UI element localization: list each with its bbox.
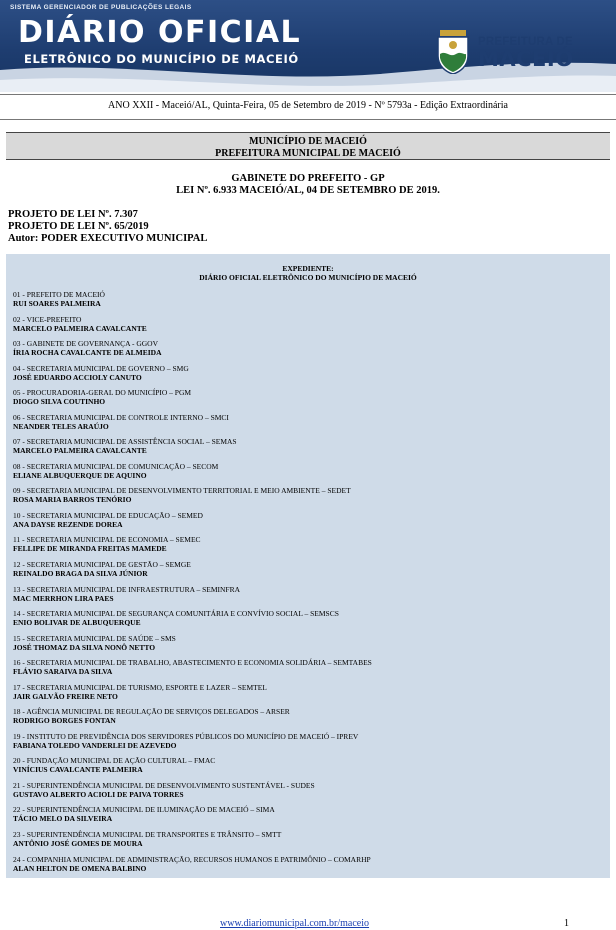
entry-person: FLÁVIO SARAIVA DA SILVA <box>13 667 113 677</box>
gabinete-title: GABINETE DO PREFEITO - GP <box>231 173 385 184</box>
expediente-subtitle: DIÁRIO OFICIAL ELETRÔNICO DO MUNICÍPIO DE MACEIÓ <box>199 273 417 282</box>
list-item <box>13 560 603 585</box>
entry-organization: 03 - GABINETE DE GOVERNANÇA - GGOV <box>13 339 158 349</box>
entry-person: MARCELO PALMEIRA CAVALCANTE <box>13 323 147 333</box>
divider <box>0 119 616 120</box>
entry-person: VINÍCIUS CAVALCANTE PALMEIRA <box>13 765 143 775</box>
gabinete-heading <box>0 173 616 197</box>
municipality-header <box>6 132 610 160</box>
entry-organization: 07 - SECRETARIA MUNICIPAL DE ASSISTÊNCIA SOCIAL – SEMAS <box>13 437 237 447</box>
entry-organization: 13 - SECRETARIA MUNICIPAL DE INFRAESTRUTURA – SEMINFRA <box>13 584 240 594</box>
list-item <box>13 388 603 413</box>
list-item <box>13 339 603 364</box>
entry-organization: 15 - SECRETARIA MUNICIPAL DE SAÚDE – SMS <box>13 633 176 643</box>
list-item <box>13 805 603 830</box>
entry-organization: 19 - INSTITUTO DE PREVIDÊNCIA DOS SERVIDORES PÚBLICOS DO MUNICÍPIO DE MACEIÓ – IPREV <box>13 731 359 741</box>
list-item <box>13 585 603 610</box>
masthead-subtitle: ELETRÔNICO DO MUNICÍPIO DE MACEIÓ <box>24 52 299 66</box>
entry-person: ANA DAYSE REZENDE DOREA <box>13 519 123 529</box>
entry-organization: 20 - FUNDAÇÃO MUNICIPAL DE AÇÃO CULTURAL – FMAC <box>13 756 216 766</box>
system-tagline: SISTEMA GERENCIADOR DE PUBLICAÇÕES LEGAIS <box>10 4 192 11</box>
logo-city-text: MACEIÓ <box>478 47 574 71</box>
entry-organization: 06 - SECRETARIA MUNICIPAL DE CONTROLE INTERNO – SMCI <box>13 412 229 422</box>
list-item <box>13 511 603 536</box>
entry-person: JAIR GALVÃO FREIRE NETO <box>13 691 118 701</box>
entry-organization: 08 - SECRETARIA MUNICIPAL DE COMUNICAÇÃO – SECOM <box>13 461 219 471</box>
list-item <box>13 756 603 781</box>
entry-organization: 04 - SECRETARIA MUNICIPAL DE GOVERNO – SMG <box>13 363 189 373</box>
entry-person: DIOGO SILVA COUTINHO <box>13 397 106 407</box>
list-item <box>13 781 603 806</box>
entry-person: RUI SOARES PALMEIRA <box>13 299 101 308</box>
entry-organization: 24 - COMPANHIA MUNICIPAL DE ADMINISTRAÇÃO, RECURSOS HUMANOS E PATRIMÔNIO – COMARHP <box>13 854 371 864</box>
projeto-line-2: PROJETO DE LEI Nº. 65/2019 <box>8 221 149 232</box>
list-item <box>13 830 603 855</box>
list-item <box>13 364 603 389</box>
entry-person: MARCELO PALMEIRA CAVALCANTE <box>13 446 147 456</box>
list-item <box>13 437 603 462</box>
entry-organization: 23 - SUPERINTENDÊNCIA MUNICIPAL DE TRANSPORTES E TRÂNSITO – SMTT <box>13 830 282 840</box>
list-item <box>13 486 603 511</box>
entry-organization: 22 - SUPERINTENDÊNCIA MUNICIPAL DE ILUMINAÇÃO DE MACEIÓ – SIMA <box>13 805 275 815</box>
entry-person: NEANDER TELES ARAÚJO <box>13 421 109 431</box>
edition-line: ANO XXII - Maceió/AL, Quinta-Feira, 05 de Setembro de 2019 - Nº 5793a - Edição Extraordinária <box>108 100 508 111</box>
expediente-box <box>6 254 610 878</box>
projeto-line-1: PROJETO DE LEI Nº. 7.307 <box>8 209 138 220</box>
entry-person: ELIANE ALBUQUERQUE DE AQUINO <box>13 470 147 480</box>
projeto-block <box>8 209 207 245</box>
entry-organization: 09 - SECRETARIA MUNICIPAL DE DESENVOLVIMENTO TERRITORIAL E MEIO AMBIENTE – SEDET <box>13 486 351 496</box>
entry-organization: 11 - SECRETARIA MUNICIPAL DE ECONOMIA – SEMEC <box>13 535 201 545</box>
list-item <box>13 609 603 634</box>
entry-person: TÁCIO MELO DA SILVEIRA <box>13 814 113 824</box>
list-item <box>13 462 603 487</box>
masthead-banner <box>0 0 616 92</box>
entry-organization: 05 - PROCURADORIA-GERAL DO MUNICÍPIO – PGM <box>13 388 192 398</box>
entry-organization: 14 - SECRETARIA MUNICIPAL DE SEGURANÇA COMUNITÁRIA E CONVÍVIO SOCIAL – SEMSCS <box>13 609 339 619</box>
entry-organization: 17 - SECRETARIA MUNICIPAL DE TURISMO, ESPORTE E LAZER – SEMTEL <box>13 682 267 692</box>
entry-person: JOSÉ EDUARDO ACCIOLY CANUTO <box>13 372 142 382</box>
entry-person: ENIO BOLIVAR DE ALBUQUERQUE <box>13 618 141 628</box>
entry-organization: 10 - SECRETARIA MUNICIPAL DE EDUCAÇÃO – SEMED <box>13 510 203 520</box>
list-item <box>13 315 603 340</box>
page-number: 1 <box>564 918 569 929</box>
masthead-title: DIÁRIO OFICIAL <box>18 15 302 50</box>
list-item <box>13 855 603 880</box>
entry-organization: 18 - AGÊNCIA MUNICIPAL DE REGULAÇÃO DE SERVIÇOS DELEGADOS – ARSER <box>13 707 290 717</box>
entry-person: GUSTAVO ALBERTO ACIOLI DE PAIVA TORRES <box>13 789 184 799</box>
entry-person: REINALDO BRAGA DA SILVA JÚNIOR <box>13 569 148 579</box>
entry-organization: 12 - SECRETARIA MUNICIPAL DE GESTÃO – SEMGE <box>13 560 191 570</box>
list-item <box>13 707 603 732</box>
expediente-list <box>13 290 603 879</box>
entry-person: ROSA MARIA BARROS TENÓRIO <box>13 495 132 505</box>
prefeitura-logo <box>430 22 610 84</box>
list-item <box>13 658 603 683</box>
list-item <box>13 413 603 438</box>
municipality-name: MUNICÍPIO DE MACEIÓ <box>249 136 367 147</box>
entry-person: ALAN HELTON DE OMENA BALBINO <box>13 863 147 873</box>
footer-website-link[interactable]: www.diariomunicipal.com.br/maceio <box>220 918 370 929</box>
entry-person: ÍRIA ROCHA CAVALCANTE DE ALMEIDA <box>13 348 162 358</box>
list-item <box>13 683 603 708</box>
list-item <box>13 732 603 757</box>
entry-person: RODRIGO BORGES FONTAN <box>13 716 116 726</box>
list-item <box>13 634 603 659</box>
list-item <box>13 290 603 315</box>
list-item <box>13 535 603 560</box>
entry-person: FABIANA TOLEDO VANDERLEI DE AZEVEDO <box>13 740 177 750</box>
entry-organization: 21 - SUPERINTENDÊNCIA MUNICIPAL DE DESENVOLVIMENTO SUSTENTÁVEL - SUDES <box>13 780 315 790</box>
divider <box>0 94 616 95</box>
entry-organization: 01 - PREFEITO DE MACEIÓ <box>13 290 105 299</box>
entry-person: ANTÔNIO JOSÉ GOMES DE MOURA <box>13 839 143 849</box>
law-title: LEI Nº. 6.933 MACEIÓ/AL, 04 DE SETEMBRO DE 2019. <box>176 185 440 196</box>
entry-person: JOSÉ THOMAZ DA SILVA NONÔ NETTO <box>13 642 156 652</box>
expediente-header <box>6 264 610 282</box>
logo-prefeitura-text: PREFEITURA DE <box>478 36 573 48</box>
entry-person: MAC MERRHON LIRA PAES <box>13 593 114 603</box>
entry-person: FELLIPE DE MIRANDA FREITAS MAMEDE <box>13 544 167 554</box>
coat-of-arms-icon <box>436 30 470 74</box>
prefeitura-name: PREFEITURA MUNICIPAL DE MACEIÓ <box>215 148 401 159</box>
entry-organization: 16 - SECRETARIA MUNICIPAL DE TRABALHO, ABASTECIMENTO E ECONOMIA SOLIDÁRIA – SEMTABES <box>13 658 372 668</box>
projeto-author: Autor: PODER EXECUTIVO MUNICIPAL <box>8 233 208 244</box>
entry-organization: 02 - VICE-PREFEITO <box>13 314 82 324</box>
expediente-title: EXPEDIENTE: <box>282 264 334 273</box>
